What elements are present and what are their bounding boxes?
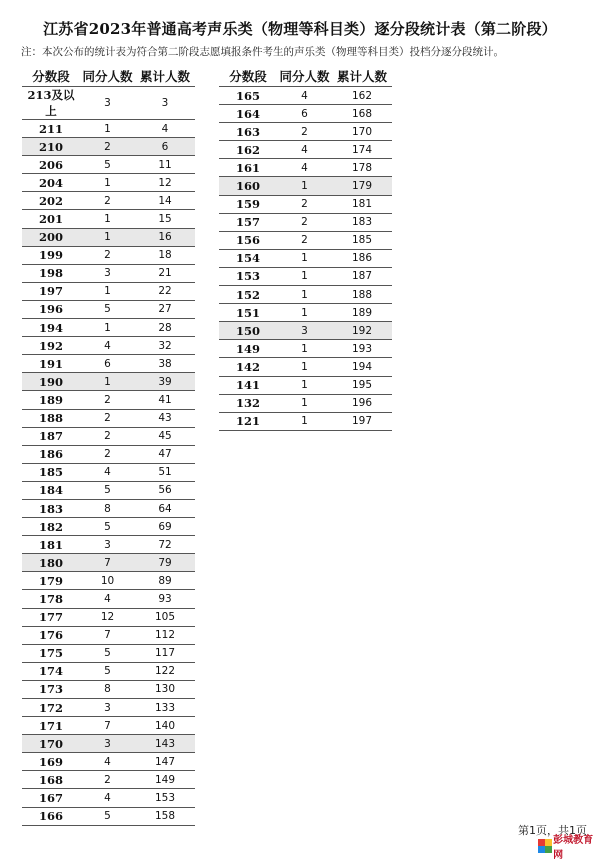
- score-cell: 177: [22, 608, 80, 626]
- same-count-cell: 4: [80, 789, 135, 807]
- table-row: [22, 536, 195, 554]
- same-count-cell: 6: [277, 105, 332, 123]
- table-row: [22, 590, 195, 608]
- table-header-row: [22, 65, 195, 87]
- same-count-cell: 4: [80, 590, 135, 608]
- table-row: [22, 572, 195, 590]
- table-row: [219, 376, 392, 394]
- score-cell: 163: [219, 123, 277, 141]
- same-count-cell: 5: [80, 300, 135, 318]
- same-count-cell: 2: [80, 771, 135, 789]
- table-row: [22, 481, 195, 499]
- same-count-cell: 2: [277, 123, 332, 141]
- table-note: 注：本次公布的统计表为符合第二阶段志愿填报条件考生的声乐类（物理等科目类）投档分逐分段统计。: [21, 46, 504, 58]
- table-row: [22, 608, 195, 626]
- cumulative-cell: 168: [332, 105, 392, 123]
- table-row: [22, 735, 195, 753]
- same-count-cell: 7: [80, 626, 135, 644]
- table-row: [22, 789, 195, 807]
- score-cell: 199: [22, 246, 80, 264]
- score-cell: 185: [22, 463, 80, 481]
- table-row: [219, 340, 392, 358]
- cumulative-cell: 178: [332, 159, 392, 177]
- cumulative-cell: 174: [332, 141, 392, 159]
- score-cell: 132: [219, 394, 277, 412]
- same-count-cell: 4: [80, 753, 135, 771]
- table-row: [219, 87, 392, 105]
- score-cell: 198: [22, 264, 80, 282]
- cumulative-cell: 117: [135, 644, 195, 662]
- table-row: [219, 177, 392, 195]
- score-cell: 172: [22, 699, 80, 717]
- cumulative-cell: 69: [135, 518, 195, 536]
- cumulative-cell: 41: [135, 391, 195, 409]
- cumulative-cell: 15: [135, 210, 195, 228]
- cumulative-cell: 79: [135, 554, 195, 572]
- score-cell: 187: [22, 427, 80, 445]
- table-row: [22, 246, 195, 264]
- watermark-logo: [538, 831, 600, 861]
- cumulative-cell: 4: [135, 120, 195, 138]
- score-cell: 213及以上: [22, 87, 80, 120]
- score-cell: 156: [219, 231, 277, 249]
- cumulative-cell: 43: [135, 409, 195, 427]
- score-cell: 142: [219, 358, 277, 376]
- score-cell: 164: [219, 105, 277, 123]
- cumulative-cell: 133: [135, 699, 195, 717]
- watermark-text: 彭城教育网: [553, 835, 594, 861]
- table-row: [219, 249, 392, 267]
- page-footer: 第1页，共1页: [518, 824, 587, 837]
- same-count-cell: 5: [80, 156, 135, 174]
- same-count-cell: 12: [80, 608, 135, 626]
- score-cell: 161: [219, 159, 277, 177]
- cumulative-cell: 11: [135, 156, 195, 174]
- score-cell: 211: [22, 120, 80, 138]
- score-cell: 176: [22, 626, 80, 644]
- cumulative-cell: 193: [332, 340, 392, 358]
- cumulative-cell: 170: [332, 123, 392, 141]
- score-cell: 190: [22, 373, 80, 391]
- score-cell: 183: [22, 499, 80, 517]
- table-row: [219, 195, 392, 213]
- same-count-cell: 1: [277, 304, 332, 322]
- table-row: [22, 445, 195, 463]
- score-cell: 171: [22, 717, 80, 735]
- cumulative-cell: 181: [332, 195, 392, 213]
- cumulative-cell: 147: [135, 753, 195, 771]
- score-cell: 206: [22, 156, 80, 174]
- cumulative-cell: 6: [135, 138, 195, 156]
- cumulative-cell: 183: [332, 213, 392, 231]
- header-cumulative: 累计人数: [139, 68, 190, 84]
- score-cell: 151: [219, 304, 277, 322]
- cumulative-cell: 186: [332, 249, 392, 267]
- same-count-cell: 7: [80, 554, 135, 572]
- same-count-cell: 8: [80, 680, 135, 698]
- score-cell: 153: [219, 267, 277, 285]
- score-cell: 169: [22, 753, 80, 771]
- table-row: [22, 680, 195, 698]
- score-cell: 194: [22, 319, 80, 337]
- cumulative-cell: 140: [135, 717, 195, 735]
- same-count-cell: 4: [80, 337, 135, 355]
- same-count-cell: 3: [277, 322, 332, 340]
- table-row: [219, 286, 392, 304]
- cumulative-cell: 56: [135, 481, 195, 499]
- same-count-cell: 4: [80, 463, 135, 481]
- table-row: [219, 394, 392, 412]
- table-row: [219, 159, 392, 177]
- same-count-cell: 1: [80, 174, 135, 192]
- header-same-count: 同分人数: [279, 68, 330, 84]
- score-cell: 174: [22, 662, 80, 680]
- cumulative-cell: 197: [332, 412, 392, 430]
- same-count-cell: 1: [277, 394, 332, 412]
- score-cell: 168: [22, 771, 80, 789]
- same-count-cell: 1: [277, 267, 332, 285]
- score-cell: 210: [22, 138, 80, 156]
- cumulative-cell: 149: [135, 771, 195, 789]
- table-row: [22, 499, 195, 517]
- page-title: 江苏省2023年普通高考声乐类（物理等科目类）逐分段统计表（第二阶段）: [43, 20, 557, 38]
- same-count-cell: 6: [80, 355, 135, 373]
- table-row: [22, 174, 195, 192]
- score-cell: 180: [22, 554, 80, 572]
- same-count-cell: 2: [277, 213, 332, 231]
- table-row: [22, 300, 195, 318]
- same-count-cell: 2: [80, 391, 135, 409]
- table-row: [219, 231, 392, 249]
- cumulative-cell: 158: [135, 807, 195, 825]
- same-count-cell: 1: [277, 286, 332, 304]
- score-cell: 188: [22, 409, 80, 427]
- same-count-cell: 1: [80, 373, 135, 391]
- table-row: [22, 264, 195, 282]
- score-cell: 196: [22, 300, 80, 318]
- cumulative-cell: 93: [135, 590, 195, 608]
- table-row: [219, 358, 392, 376]
- score-cell: 162: [219, 141, 277, 159]
- table-row: [22, 699, 195, 717]
- table-row: [22, 210, 195, 228]
- cumulative-cell: 188: [332, 286, 392, 304]
- table-row: [22, 120, 195, 138]
- table-row: [22, 518, 195, 536]
- cumulative-cell: 196: [332, 394, 392, 412]
- table-row: [219, 304, 392, 322]
- cumulative-cell: 16: [135, 228, 195, 246]
- same-count-cell: 2: [277, 231, 332, 249]
- same-count-cell: 2: [80, 427, 135, 445]
- score-cell: 175: [22, 644, 80, 662]
- same-count-cell: 5: [80, 644, 135, 662]
- same-count-cell: 1: [80, 319, 135, 337]
- header-score: 分数段: [229, 68, 267, 84]
- table-row: [22, 228, 195, 246]
- score-cell: 182: [22, 518, 80, 536]
- score-cell: 181: [22, 536, 80, 554]
- score-cell: 184: [22, 481, 80, 499]
- same-count-cell: 2: [277, 195, 332, 213]
- score-cell: 179: [22, 572, 80, 590]
- header-same-count: 同分人数: [82, 68, 133, 84]
- same-count-cell: 5: [80, 807, 135, 825]
- table-row: [22, 427, 195, 445]
- same-count-cell: 5: [80, 481, 135, 499]
- same-count-cell: 2: [80, 445, 135, 463]
- table-row: [22, 282, 195, 300]
- table-row: [219, 105, 392, 123]
- score-cell: 160: [219, 177, 277, 195]
- cumulative-cell: 185: [332, 231, 392, 249]
- cumulative-cell: 179: [332, 177, 392, 195]
- table-row: [219, 123, 392, 141]
- table-row: [219, 412, 392, 430]
- score-cell: 197: [22, 282, 80, 300]
- table-row: [219, 141, 392, 159]
- cumulative-cell: 122: [135, 662, 195, 680]
- table-row: [22, 662, 195, 680]
- table-body-left: [22, 87, 195, 826]
- score-cell: 150: [219, 322, 277, 340]
- table-row: [219, 267, 392, 285]
- same-count-cell: 4: [277, 87, 332, 105]
- logo-icon: [538, 839, 551, 853]
- cumulative-cell: 187: [332, 267, 392, 285]
- cumulative-cell: 45: [135, 427, 195, 445]
- table-row: [22, 463, 195, 481]
- same-count-cell: 4: [277, 141, 332, 159]
- score-cell: 154: [219, 249, 277, 267]
- same-count-cell: 3: [80, 735, 135, 753]
- cumulative-cell: 38: [135, 355, 195, 373]
- same-count-cell: 1: [277, 358, 332, 376]
- same-count-cell: 5: [80, 518, 135, 536]
- cumulative-cell: 130: [135, 680, 195, 698]
- table-row: [219, 213, 392, 231]
- cumulative-cell: 39: [135, 373, 195, 391]
- cumulative-cell: 12: [135, 174, 195, 192]
- same-count-cell: 8: [80, 499, 135, 517]
- table-row: [22, 192, 195, 210]
- score-cell: 201: [22, 210, 80, 228]
- cumulative-cell: 89: [135, 572, 195, 590]
- table-row: [22, 391, 195, 409]
- score-table-right: [219, 65, 392, 431]
- same-count-cell: 3: [80, 87, 135, 120]
- cumulative-cell: 143: [135, 735, 195, 753]
- score-cell: 191: [22, 355, 80, 373]
- same-count-cell: 7: [80, 717, 135, 735]
- cumulative-cell: 194: [332, 358, 392, 376]
- same-count-cell: 3: [80, 536, 135, 554]
- cumulative-cell: 18: [135, 246, 195, 264]
- table-row: [22, 319, 195, 337]
- table-row: [22, 771, 195, 789]
- cumulative-cell: 192: [332, 322, 392, 340]
- same-count-cell: 4: [277, 159, 332, 177]
- same-count-cell: 1: [277, 177, 332, 195]
- table-row: [22, 87, 195, 120]
- same-count-cell: 2: [80, 246, 135, 264]
- score-cell: 165: [219, 87, 277, 105]
- table-row: [22, 156, 195, 174]
- score-cell: 192: [22, 337, 80, 355]
- table-row: [219, 322, 392, 340]
- table-row: [22, 717, 195, 735]
- table-row: [22, 409, 195, 427]
- table-row: [22, 753, 195, 771]
- score-cell: 170: [22, 735, 80, 753]
- cumulative-cell: 21: [135, 264, 195, 282]
- cumulative-cell: 27: [135, 300, 195, 318]
- same-count-cell: 1: [277, 412, 332, 430]
- cumulative-cell: 51: [135, 463, 195, 481]
- same-count-cell: 2: [80, 192, 135, 210]
- same-count-cell: 1: [277, 376, 332, 394]
- same-count-cell: 1: [80, 282, 135, 300]
- same-count-cell: 1: [80, 228, 135, 246]
- score-cell: 167: [22, 789, 80, 807]
- score-cell: 121: [219, 412, 277, 430]
- cumulative-cell: 153: [135, 789, 195, 807]
- score-cell: 186: [22, 445, 80, 463]
- header-cumulative: 累计人数: [336, 68, 387, 84]
- table-header-row: [219, 65, 392, 87]
- cumulative-cell: 162: [332, 87, 392, 105]
- score-cell: 166: [22, 807, 80, 825]
- score-cell: 141: [219, 376, 277, 394]
- score-cell: 204: [22, 174, 80, 192]
- same-count-cell: 1: [80, 120, 135, 138]
- score-cell: 178: [22, 590, 80, 608]
- cumulative-cell: 189: [332, 304, 392, 322]
- score-cell: 152: [219, 286, 277, 304]
- score-cell: 157: [219, 213, 277, 231]
- cumulative-cell: 47: [135, 445, 195, 463]
- score-cell: 202: [22, 192, 80, 210]
- cumulative-cell: 105: [135, 608, 195, 626]
- table-row: [22, 373, 195, 391]
- table-body-right: [219, 87, 392, 431]
- table-row: [22, 807, 195, 825]
- header-score: 分数段: [32, 68, 70, 84]
- cumulative-cell: 14: [135, 192, 195, 210]
- cumulative-cell: 28: [135, 319, 195, 337]
- cumulative-cell: 195: [332, 376, 392, 394]
- same-count-cell: 1: [277, 249, 332, 267]
- table-row: [22, 355, 195, 373]
- score-cell: 159: [219, 195, 277, 213]
- score-cell: 189: [22, 391, 80, 409]
- score-cell: 173: [22, 680, 80, 698]
- cumulative-cell: 3: [135, 87, 195, 120]
- same-count-cell: 3: [80, 699, 135, 717]
- cumulative-cell: 64: [135, 499, 195, 517]
- same-count-cell: 2: [80, 138, 135, 156]
- cumulative-cell: 72: [135, 536, 195, 554]
- cumulative-cell: 112: [135, 626, 195, 644]
- cumulative-cell: 32: [135, 337, 195, 355]
- score-cell: 149: [219, 340, 277, 358]
- score-cell: 200: [22, 228, 80, 246]
- table-row: [22, 337, 195, 355]
- same-count-cell: 5: [80, 662, 135, 680]
- table-row: [22, 644, 195, 662]
- same-count-cell: 10: [80, 572, 135, 590]
- same-count-cell: 3: [80, 264, 135, 282]
- table-row: [22, 626, 195, 644]
- score-table-left: [22, 65, 195, 826]
- same-count-cell: 2: [80, 409, 135, 427]
- same-count-cell: 1: [277, 340, 332, 358]
- same-count-cell: 1: [80, 210, 135, 228]
- cumulative-cell: 22: [135, 282, 195, 300]
- table-row: [22, 554, 195, 572]
- table-row: [22, 138, 195, 156]
